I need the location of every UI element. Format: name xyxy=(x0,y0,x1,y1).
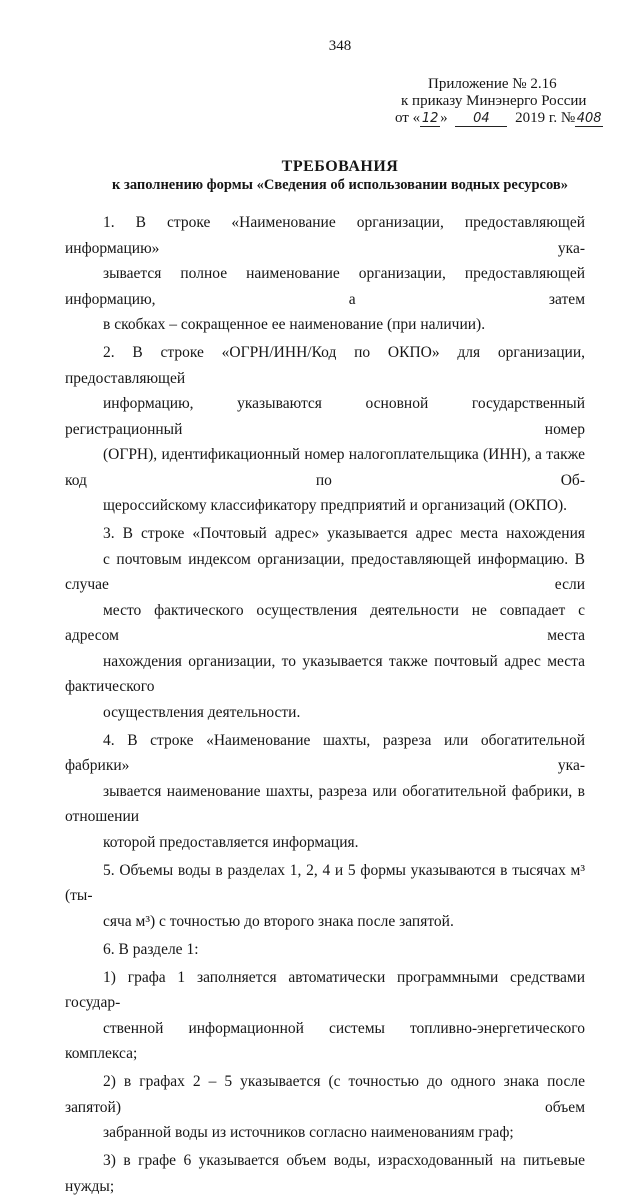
paragraph xyxy=(65,521,585,725)
paragraph-line: 5. Объемы воды в разделах 1, 2, 4 и 5 формы указываются в тысячах м³ (ты- xyxy=(65,861,585,904)
date-quote-close: » xyxy=(440,110,448,126)
paragraph xyxy=(65,728,585,856)
paragraph-line: 3. В строке «Почтовый адрес» указывается адрес места нахождения xyxy=(103,525,585,542)
paragraph-line: 2) в графах 2 – 5 указывается (с точностью до одного знака после запятой) объем xyxy=(65,1073,585,1116)
paragraph xyxy=(65,858,585,935)
paragraph-line: зывается полное наименование организации, предоставляющей информацию, а затем xyxy=(65,265,585,308)
document-subtitle: к заполнению формы «Сведения об использовании водных ресурсов» xyxy=(112,177,568,193)
paragraph xyxy=(65,1148,585,1199)
date-prefix: от « xyxy=(395,110,421,126)
paragraph xyxy=(65,340,585,519)
document-title: ТРЕБОВАНИЯ xyxy=(281,158,399,175)
paragraph-line: сяча м³) с точностью до второго знака после запятой. xyxy=(103,912,454,930)
paragraph-line: информацию, указываются основной государственный регистрационный номер xyxy=(65,395,585,438)
attachment-date-line xyxy=(395,110,603,127)
paragraph xyxy=(65,210,585,338)
paragraph-line: щероссийскому классификатору предприятий и организаций (ОКПО). xyxy=(103,497,568,514)
paragraph xyxy=(65,1069,585,1146)
paragraph-line: зывается наименование шахты, разреза или обогатительной фабрики, в отношении xyxy=(65,782,585,825)
paragraph-line: 2. В строке «ОГРН/ИНН/Код по ОКПО» для организации, предоставляющей xyxy=(65,344,585,387)
date-month-handwritten: 04 xyxy=(455,111,507,127)
paragraph-line: 6. В разделе 1: xyxy=(103,940,199,958)
date-day-handwritten: 12 xyxy=(421,111,439,126)
paragraph-line: 3) в графе 6 указывается объем воды, израсходованный на питьевые нужды; xyxy=(65,1152,585,1195)
paragraph-line: (ОГРН), идентификационный номер налогоплательщика (ИНН), а также код по Об- xyxy=(65,446,585,489)
paragraph-line: 1) графа 1 заполняется автоматически программными средствами государ- xyxy=(65,968,585,1011)
paragraph-line: 4. В строке «Наименование шахты, разреза или обогатительной фабрики» ука- xyxy=(65,731,585,774)
paragraph-line: которой предоставляется информация. xyxy=(103,833,359,851)
paragraph-line: с почтовым индексом организации, предоставляющей информацию. В случае если xyxy=(65,550,585,593)
page-number: 348 xyxy=(328,38,352,54)
attachment-order-ref: к приказу Минэнерго России xyxy=(401,93,587,109)
paragraph-line: место фактического осуществления деятельности не совпадает с адресом места xyxy=(65,601,585,644)
paragraph xyxy=(65,965,585,1067)
requirements-body xyxy=(65,210,585,1202)
paragraph-line: забранной воды из источников согласно наименованиям граф; xyxy=(103,1124,514,1141)
date-year-label: 2019 г. № xyxy=(515,110,576,126)
paragraph-line: осуществления деятельности. xyxy=(103,703,301,721)
order-number-handwritten: 408 xyxy=(576,111,602,126)
paragraph-line: 1. В строке «Наименование организации, предоставляющей информацию» ука- xyxy=(65,214,585,257)
paragraph-line: нахождения организации, то указывается также почтовый адрес места фактического xyxy=(65,652,585,695)
paragraph-line: ственной информационной системы топливно-энергетического комплекса; xyxy=(65,1019,585,1062)
paragraph xyxy=(65,937,585,963)
paragraph-line: в скобках – сокращенное ее наименование (при наличии). xyxy=(103,316,486,333)
attachment-block xyxy=(395,76,603,127)
attachment-title: Приложение № 2.16 xyxy=(428,76,557,92)
